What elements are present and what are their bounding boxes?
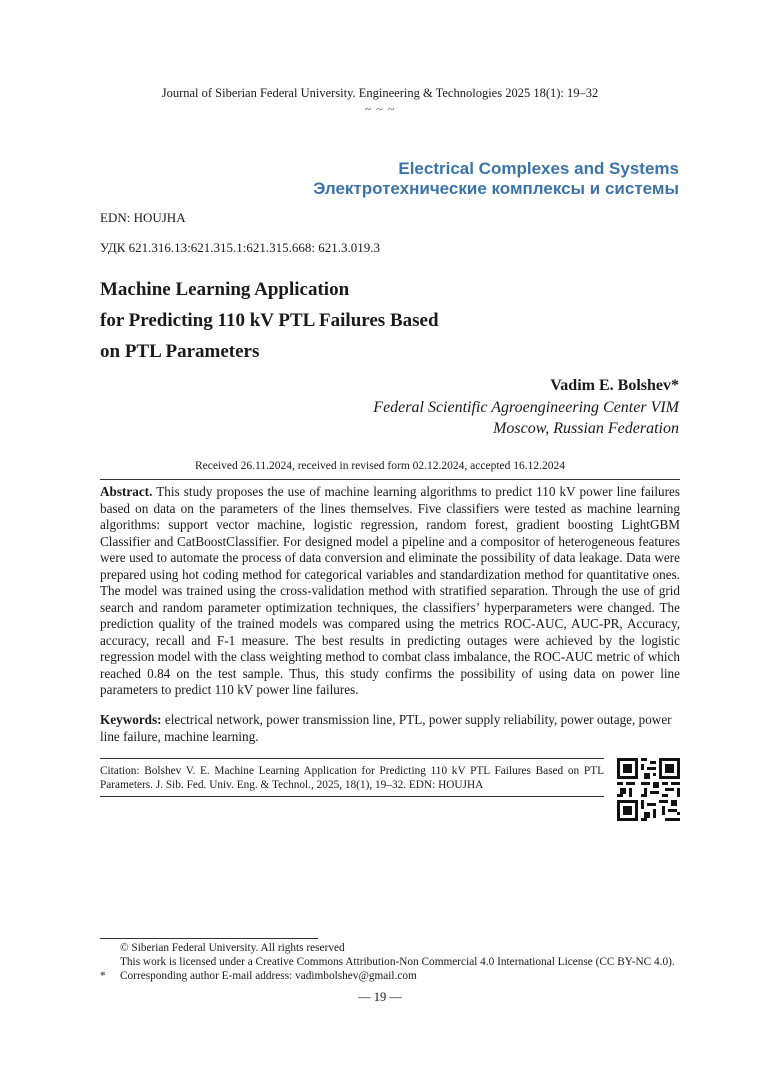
edn-code: EDN: HOUJHA	[100, 210, 186, 225]
footnote-rule	[100, 938, 318, 939]
qr-code-icon	[617, 758, 680, 821]
citation-bottom-rule	[100, 796, 604, 797]
footnote-copyright: © Siberian Federal University. All rights reserved	[120, 942, 345, 954]
author-location: Moscow, Russian Federation	[493, 420, 679, 437]
journal-header: Journal of Siberian Federal University. Engineering & Technologies 2025 18(1): 19–32	[161, 86, 599, 100]
citation: Citation: Bolshev V. E. Machine Learning Application for Predicting 110 kV PTL Failures Based on PTL Parameters. J. Sib. Fed. Univ. Eng. & Technol., 2025, 18(1), 19–32. EDN: HOUJHA	[100, 765, 604, 791]
citation-top-rule	[100, 758, 604, 759]
header-ornament: ~ ~ ~	[364, 102, 396, 116]
section-title-en: Electrical Complexes and Systems	[398, 159, 679, 178]
keywords-text: electrical network, power transmission line, PTL, power supply reliability, power outage, power line failure, machine learning.	[100, 712, 672, 744]
title-line-3: on PTL Parameters	[100, 341, 260, 362]
title-line-1: Machine Learning Application	[100, 279, 350, 300]
udk-code: УДК 621.316.13:621.315.1:621.315.668: 621.3.019.3	[100, 240, 381, 255]
section-title-ru: Электротехнические комплексы и системы	[313, 179, 679, 198]
footnote-license: This work is licensed under a Creative Commons Attribution-Non Commercial 4.0 International License (CC BY-NC 4.0).	[120, 956, 675, 968]
abstract-divider	[100, 479, 680, 480]
keywords-label: Keywords:	[100, 712, 162, 727]
keywords	[100, 711, 680, 745]
footnote-corresponding: * Corresponding author E-mail address: vadimbolshev@gmail.com	[100, 970, 417, 982]
author-name: Vadim E. Bolshev*	[550, 377, 679, 394]
abstract-label: Abstract.	[100, 484, 153, 499]
received-dates: Received 26.11.2024, received in revised form 02.12.2024, accepted 16.12.2024	[194, 460, 566, 472]
paper-title	[100, 274, 620, 367]
abstract	[100, 484, 680, 699]
abstract-text: This study proposes the use of machine learning algorithms to predict 110 kV power line failures based on data on the parameters of the lines themselves. Five classifiers were tested as machine learning algorithms: support vector machine, logistic regression, random forest, gradient boosting LightGBM Classifier and CatBoostClassifier. For designed model a pipeline and a compositor of heterogeneous features were used to automate the process of data conversion and eliminate the possibility of data leakage. Data were prepared using hot coding method for categorical variables and standardization method for quantitative ones. The model was trained using the cross-validation method with stratified separation. Through the use of grid search and random parameter optimization techniques, the classifiers’ hyperparameters were changed. The prediction quality of the trained models was compared using the metrics ROC-AUC, AUC-PR, Accuracy, accuracy, recall and F-1 measure. The best results in predicting outages were achieved by the logistic regression model with the class weighting method to combat class imbalance, the ROC-AUC metric of which reached 0.84 on the test sample. Thus, this study confirms the possibility of using data on power line parameters to predict 110 kV power line failures.	[100, 484, 680, 697]
page-number: — 19 —	[358, 990, 402, 1004]
title-line-2: for Predicting 110 kV PTL Failures Based	[100, 310, 439, 331]
author-affiliation: Federal Scientific Agroengineering Center VIM	[373, 399, 679, 416]
